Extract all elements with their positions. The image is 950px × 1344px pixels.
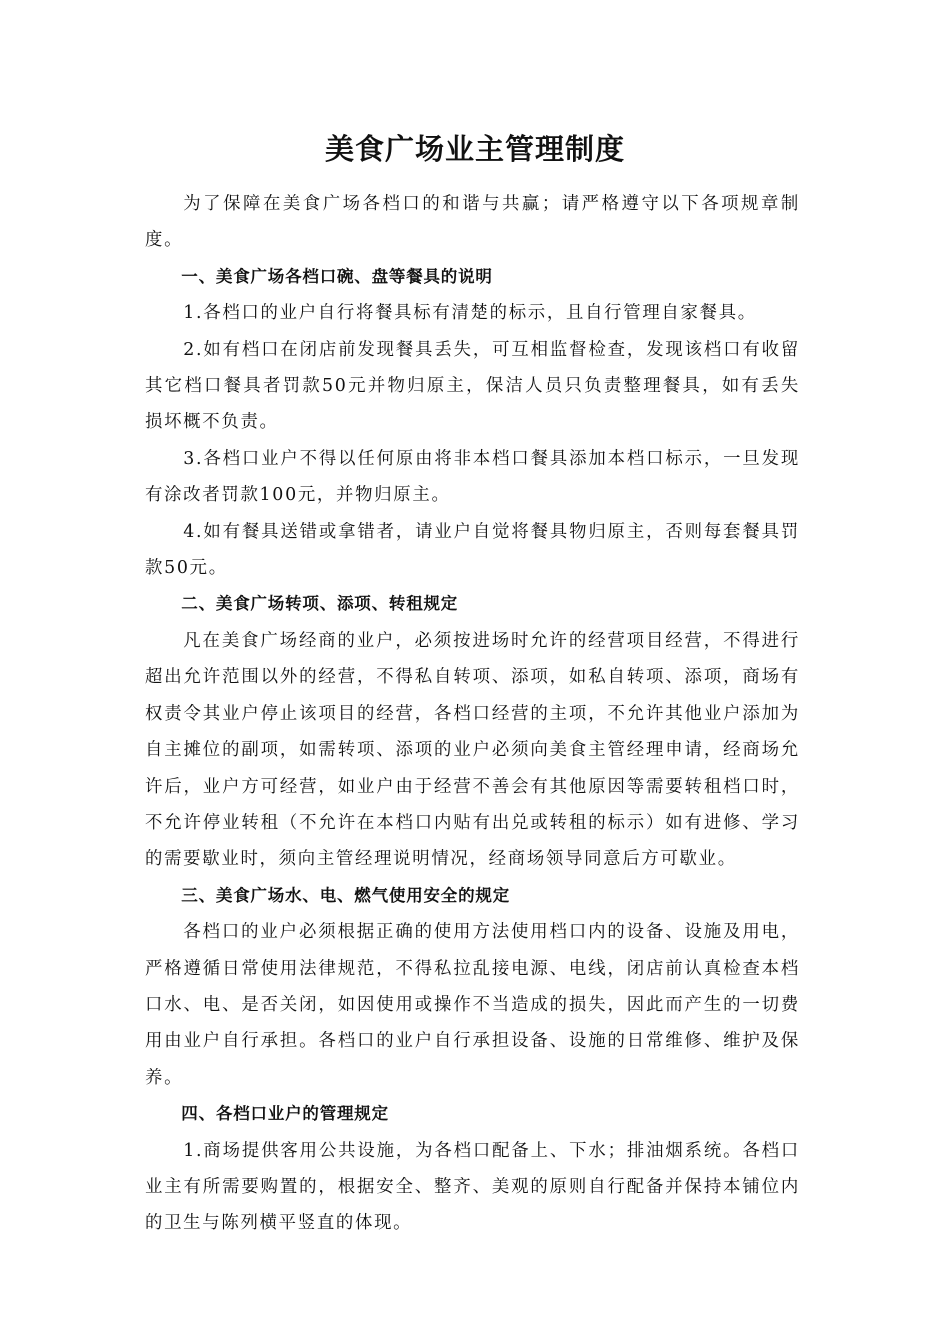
section-1-item-3: 3.各档口业户不得以任何原由将非本档口餐具添加本档口标示，一旦发现有涂改者罚款100元，并物归原主。 xyxy=(145,448,800,506)
section-heading-2: 二、美食广场转项、添项、转租规定 xyxy=(181,594,459,614)
section-3-paragraph: 各档口的业户必须根据正确的使用方法使用档口内的设备、设施及用电，严格遵循日常使用法律规范，不得私拉乱接电源、电线，闭店前认真检查本档口水、电、是否关闭，如因使用或操作不当造成的损失，因此而产生的一切费用由业户自行承担。各档口的业户自行承担设备、设施的日常维修、维护及保养。 xyxy=(145,922,800,1088)
section-heading-3: 三、美食广场水、电、燃气使用安全的规定 xyxy=(181,885,510,905)
section-2-paragraph: 凡在美食广场经商的业户，必须按进场时允许的经营项目经营，不得进行超出允许范围以外的经营，不得私自转项、添项，如私自转项、添项，商场有权责令其业户停止该项目的经营，各档口经营的主项，不允许其他业户添加为自主摊位的副项，如需转项、添项的业户必须向美食主管经理申请，经商场允许后，业户方可经营，如业户由于经营不善会有其他原因等需要转租档口时，不允许停业转租（不允许在本档口内贴有出兑或转租的标示）如有进修、学习的需要歇业时，须向主管经理说明情况，经商场领导同意后方可歇业。 xyxy=(145,630,800,870)
section-1-item-1: 1.各档口的业户自行将餐具标有清楚的标示，且自行管理自家餐具。 xyxy=(183,303,757,324)
section-4-item-1: 1.商场提供客用公共设施，为各档口配备上、下水；排油烟系统。各档口业主有所需要购置的，根据安全、整齐、美观的原则自行配备并保持本铺位内的卫生与陈列横平竖直的体现。 xyxy=(145,1140,800,1234)
section-1-item-4: 4.如有餐具送错或拿错者，请业户自觉将餐具物归原主，否则每套餐具罚款50元。 xyxy=(145,521,800,579)
section-1-item-2: 2.如有档口在闭店前发现餐具丢失，可互相监督检查，发现该档口有收留其它档口餐具者罚款50元并物归原主，保洁人员只负责整理餐具，如有丢失损坏概不负责。 xyxy=(145,339,800,433)
intro-paragraph: 为了保障在美食广场各档口的和谐与共赢；请严格遵守以下各项规章制度。 xyxy=(145,194,800,251)
section-heading-4: 四、各档口业户的管理规定 xyxy=(181,1104,389,1124)
document-body xyxy=(145,186,800,1242)
section-heading-1: 一、美食广场各档口碗、盘等餐具的说明 xyxy=(181,266,493,286)
document-title: 美食广场业主管理制度 xyxy=(324,132,625,166)
